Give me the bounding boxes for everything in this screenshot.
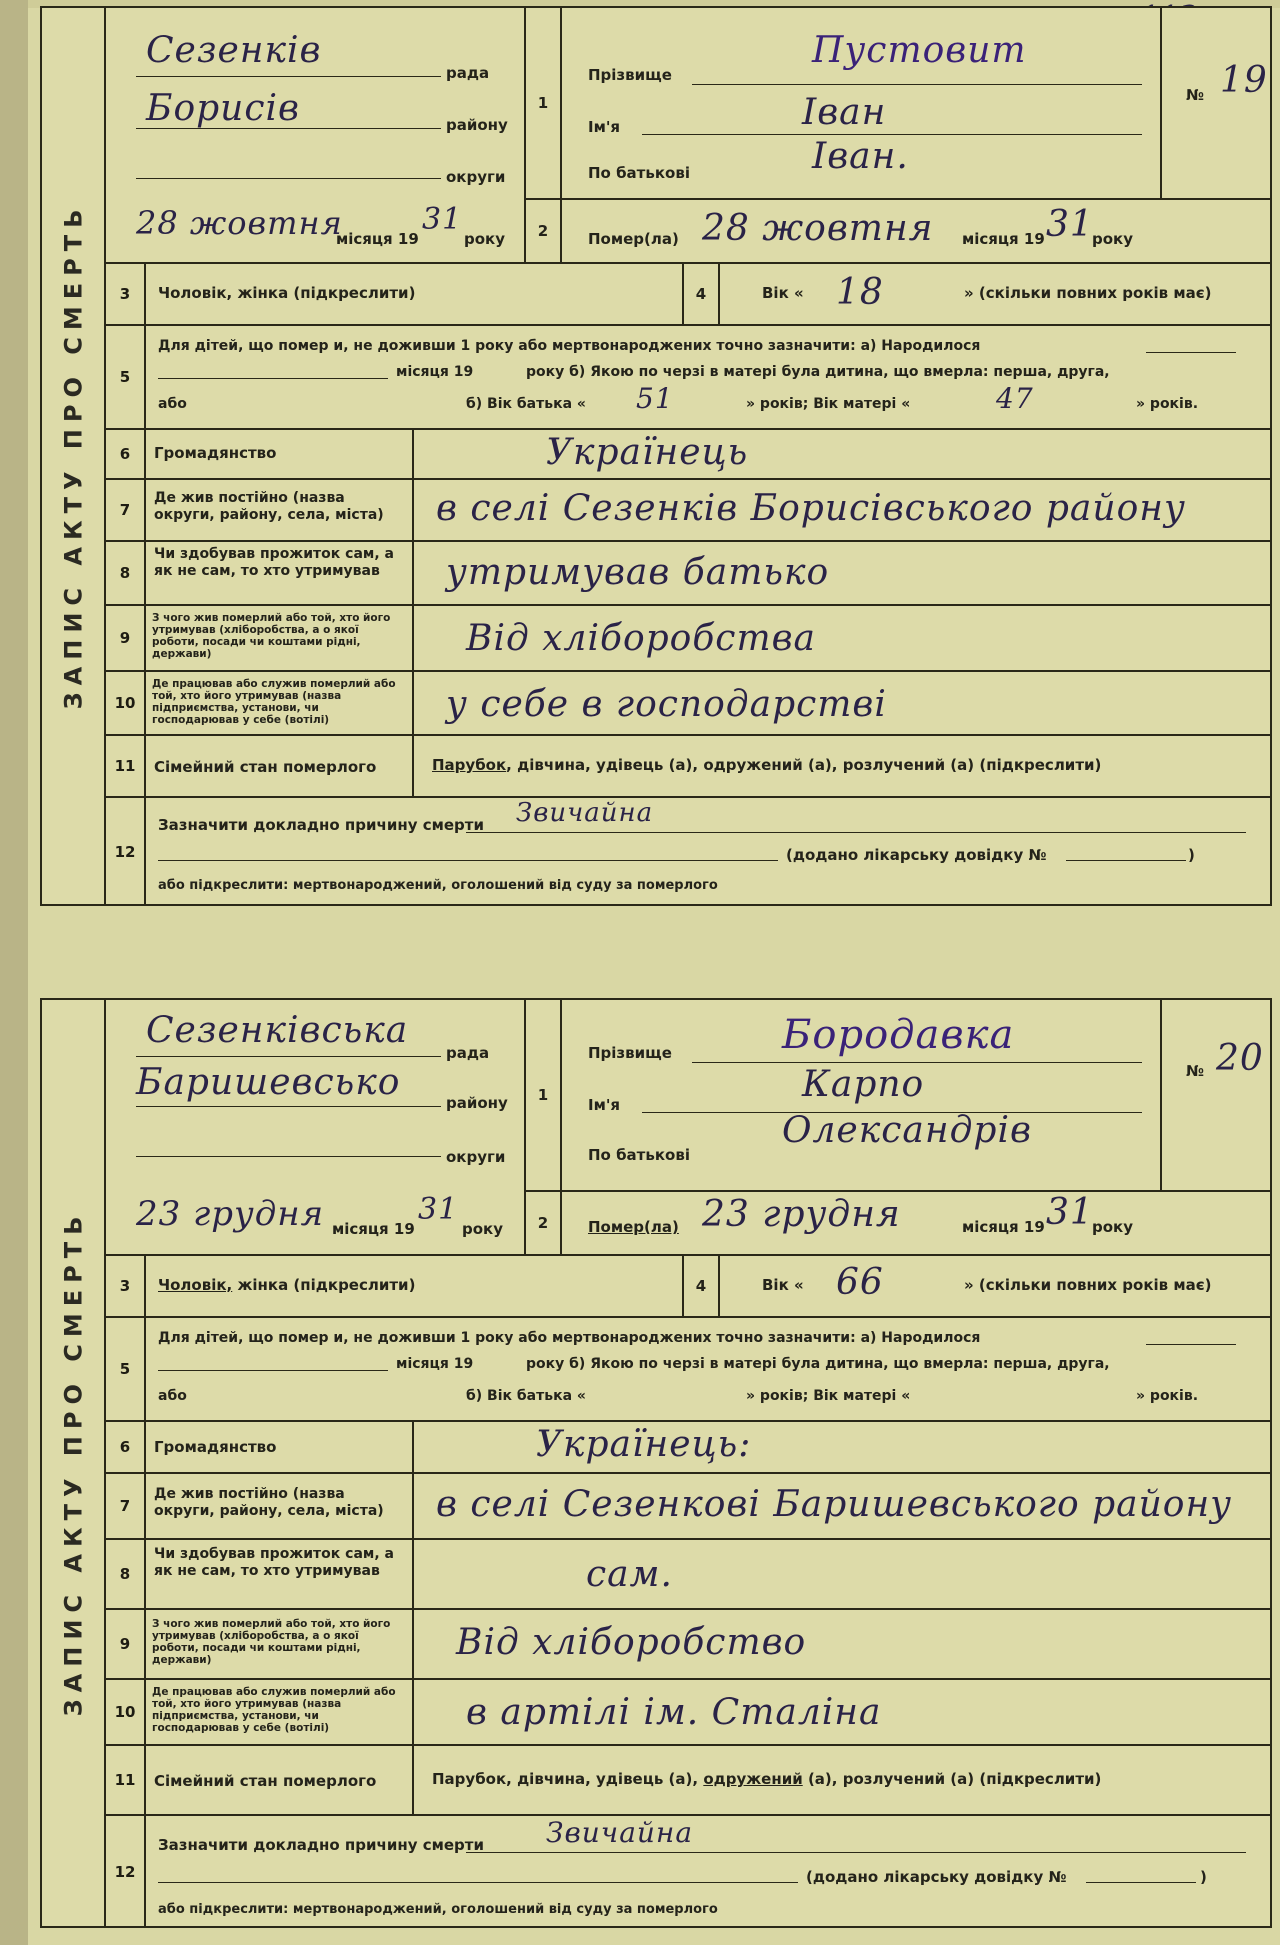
cause-label: Зазначити докладно причину смерти [158, 816, 484, 834]
citizenship-row: 6 Громадянство Українець [106, 430, 1270, 480]
residence-value: в селі Сезенкові Баришевського району [436, 1484, 1233, 1525]
year-label: року [462, 1220, 504, 1238]
cause-row: 12 Зазначити докладно причину смерти Звичайна (додано лікарську довідку № ) або підкреслити: мертвонароджений, оголошений від суду за померлого [106, 1816, 1270, 1928]
marital-options: Парубок, дівчина, удівець (а), одружений (а), розлучений (а) (підкреслити) [432, 756, 1102, 774]
month-label: місяця 19 [332, 1220, 415, 1238]
age-value: 66 [836, 1262, 884, 1303]
row-num-1: 1 [526, 1000, 562, 1190]
citizenship-value: Українець [546, 432, 749, 473]
name-cell [562, 1000, 1162, 1190]
row-num-1: 1 [526, 8, 562, 198]
binding-edge [0, 0, 28, 1945]
name-value: Карпо [802, 1064, 925, 1105]
council-label: рада [446, 1044, 490, 1062]
certificate-label: (додано лікарську довідку № [786, 846, 1047, 864]
death-label: Помер(ла) [588, 1218, 679, 1236]
gender-label: Чоловік, жінка (підкреслити) [158, 1276, 416, 1294]
row-num-2: 2 [526, 1190, 562, 1254]
death-year: 31 [1046, 1192, 1094, 1233]
registration-date: 23 грудня [136, 1194, 325, 1234]
council-label: рада [446, 64, 490, 82]
occupation-value: Від хліборобство [456, 1622, 807, 1663]
number-cell [1162, 8, 1270, 198]
surname-label: Прізвище [588, 1044, 672, 1062]
name-label: Ім'я [588, 118, 621, 136]
gender-age-row: 3 Чоловік, жінка (підкреслити) 4 Вік « 18 » (скільки повних років має) [106, 264, 1270, 326]
death-record-20 [40, 998, 1272, 1928]
residence-label: Де жив постійно (назва округи, району, села, міста) [154, 490, 384, 523]
children-line3c: » років; Вік матері « [746, 396, 911, 412]
age-value: 18 [836, 272, 884, 313]
cause-value: Звичайна [516, 798, 654, 828]
month-label: місяця 19 [336, 230, 419, 248]
children-line1: Для дітей, що помер и, не доживши 1 року або мертвонароджених точно зазначити: а) Народилося [158, 338, 981, 354]
surname-label: Прізвище [588, 66, 672, 84]
cause-value: Звичайна [546, 1816, 694, 1849]
surname-value: Бородавка [782, 1012, 1015, 1058]
age-suffix: » (скільки повних років має) [964, 284, 1212, 302]
row-num-2: 2 [526, 198, 562, 262]
livelihood-value: утримував батько [446, 552, 830, 593]
children-line3d: » років. [1136, 1388, 1199, 1404]
header-block [106, 8, 1270, 264]
work-value: у себе в господарстві [446, 684, 887, 725]
number-cell [1162, 1000, 1270, 1190]
children-row: 5 Для дітей, що помер и, не доживши 1 року або мертвонароджених точно зазначити: а) Народилося місяця 19 року б) Якою по черзі в матері була дитина, що вмерла: перша, друга, або б) Вік батька « » років; Вік матері « » років. [106, 1318, 1270, 1422]
children-line3b: б) Вік батька « [466, 396, 586, 412]
death-label: Помер(ла) [588, 230, 679, 248]
row-num-4: 4 [684, 264, 720, 324]
children-line2b: року б) Якою по черзі в матері була дитина, що вмерла: перша, друга, [526, 1356, 1110, 1372]
marital-row: 11 Сімейний стан померлого Парубок, дівчина, удівець (а), одружений (а), розлучений (а) (підкреслити) [106, 736, 1270, 798]
citizenship-label: Громадянство [154, 444, 277, 462]
occupation-row: 9 З чого жив померлий або той, хто його утримував (хліборобства, а о якої роботи, посади чи коштами рідні, держави) Від хліборобство [106, 1610, 1270, 1680]
stillborn-label: або підкреслити: мертвонароджений, оголошений від суду за померлого [158, 1902, 718, 1917]
marital-label: Сімейний стан померлого [154, 758, 377, 776]
district-label: району [446, 116, 508, 134]
death-month-label: місяця 19 [962, 1218, 1045, 1236]
residence-label: Де жив постійно (назва округи, району, села, міста) [154, 1486, 384, 1519]
livelihood-row: 8 Чи здобував прожиток сам, а як не сам, то хто утримував утримував батько [106, 542, 1270, 606]
father-age: 51 [636, 382, 674, 415]
death-value: 23 грудня [702, 1194, 901, 1235]
district-value: Борисів [146, 88, 300, 129]
marital-options: Парубок, дівчина, удівець (а), одружений (а), розлучений (а) (підкреслити) [432, 1770, 1102, 1788]
death-year: 31 [1046, 204, 1094, 245]
livelihood-row: 8 Чи здобував прожиток сам, а як не сам, то хто утримував сам. [106, 1540, 1270, 1610]
citizenship-label: Громадянство [154, 1438, 277, 1456]
death-record-19 [40, 6, 1272, 906]
children-line3b: б) Вік батька « [466, 1388, 586, 1404]
name-value: Іван [802, 92, 887, 133]
record-side-title: ЗАПИС АКТУ ПРО СМЕРТЬ [42, 8, 106, 904]
livelihood-value: сам. [586, 1554, 673, 1595]
patronymic-value: Олександрів [782, 1110, 1032, 1151]
patronymic-value: Іван. [812, 136, 909, 177]
children-line3a: або [158, 1388, 187, 1404]
number-label: № [1186, 1062, 1205, 1080]
work-row: 10 Де працював або служив померлий або той, хто його утримував (назва підприємства, установи, чи господарював у себе (вотілі) у себе в господарстві [106, 672, 1270, 736]
number-label: № [1186, 86, 1205, 104]
children-line3d: » років. [1136, 396, 1199, 412]
patronymic-label: По батькові [588, 164, 690, 182]
work-value: в артілі ім. Сталіна [466, 1692, 882, 1733]
header-block [106, 1000, 1270, 1256]
registration-year: 31 [418, 1192, 459, 1227]
occupation-label: З чого жив померлий або той, хто його утримував (хліборобства, а о якої роботи, посади чи коштами рідні, держави) [152, 1618, 391, 1666]
marital-row: 11 Сімейний стан померлого Парубок, дівчина, удівець (а), одружений (а), розлучений (а) (підкреслити) [106, 1746, 1270, 1816]
work-row: 10 Де працював або служив померлий або той, хто його утримував (назва підприємства, установи, чи господарював у себе (вотілі) в артілі ім. Сталіна [106, 1680, 1270, 1746]
residence-row: 7 Де жив постійно (назва округи, району, села, міста) в селі Сезенкові Баришевського району [106, 1474, 1270, 1540]
work-label: Де працював або служив померлий або той, хто його утримував (назва підприємства, установи, чи господарював у себе (вотілі) [152, 1686, 396, 1734]
children-line3c: » років; Вік матері « [746, 1388, 911, 1404]
occupation-value: Від хліборобства [466, 618, 817, 659]
children-line1: Для дітей, що помер и, не доживши 1 року або мертвонароджених точно зазначити: а) Народилося [158, 1330, 981, 1346]
district-value: Баришевсько [136, 1062, 401, 1103]
record-number: 20 [1216, 1038, 1264, 1079]
registration-year: 31 [422, 202, 463, 237]
death-year-label: року [1092, 230, 1134, 248]
certificate-label: (додано лікарську довідку № [806, 1868, 1067, 1886]
okrug-label: округи [446, 1148, 506, 1166]
okrug-label: округи [446, 168, 506, 186]
district-label: району [446, 1094, 508, 1112]
occupation-label: З чого жив померлий або той, хто його утримував (хліборобства, а о якої роботи, посади чи коштами рідні, держави) [152, 612, 391, 660]
age-label: Вік « [762, 1276, 804, 1294]
council-value: Сезенків [146, 30, 322, 71]
row-num-4: 4 [684, 1256, 720, 1316]
surname-value: Пустовит [812, 30, 1027, 71]
mother-age: 47 [996, 382, 1034, 415]
residence-value: в селі Сезенків Борисівського району [436, 488, 1186, 529]
cause-row: 12 Зазначити докладно причину смерти Звичайна (додано лікарську довідку № ) або підкреслити: мертвонароджений, оголошений від суду за померлого [106, 798, 1270, 906]
council-value: Сезенківська [146, 1010, 409, 1051]
marital-label: Сімейний стан померлого [154, 1772, 377, 1790]
year-label: року [464, 230, 506, 248]
name-label: Ім'я [588, 1096, 621, 1114]
death-date-cell [562, 1190, 1270, 1254]
livelihood-label: Чи здобував прожиток сам, а як не сам, то хто утримував [154, 546, 394, 579]
livelihood-label: Чи здобував прожиток сам, а як не сам, то хто утримував [154, 1546, 394, 1579]
name-cell [562, 8, 1162, 198]
occupation-row: 9 З чого жив померлий або той, хто його утримував (хліборобства, а о якої роботи, посади чи коштами рідні, держави) Від хліборобства [106, 606, 1270, 672]
registration-date: 28 жовтня [136, 204, 343, 242]
children-line2: місяця 19 [396, 1356, 474, 1372]
cause-label: Зазначити докладно причину смерти [158, 1836, 484, 1854]
children-line3a: або [158, 396, 187, 412]
gender-label: Чоловік, жінка (підкреслити) [158, 284, 416, 302]
children-line2b: року б) Якою по черзі в матері була дитина, що вмерла: перша, друга, [526, 364, 1110, 380]
children-row: 5 Для дітей, що помер и, не доживши 1 року або мертвонароджених точно зазначити: а) Народилося місяця 19 року б) Якою по черзі в матері була дитина, що вмерла: перша, друга, або б) Вік батька « 51 » років; Вік матері « 47 » років. [106, 326, 1270, 430]
stillborn-label: або підкреслити: мертвонароджений, оголошений від суду за померлого [158, 878, 718, 893]
death-date-cell [562, 198, 1270, 262]
work-label: Де працював або служив померлий або той, хто його утримував (назва підприємства, установи, чи господарював у себе (вотілі) [152, 678, 396, 726]
citizenship-row: 6 Громадянство Українець: [106, 1422, 1270, 1474]
children-line2: місяця 19 [396, 364, 474, 380]
citizenship-value: Українець: [536, 1424, 752, 1465]
patronymic-label: По батькові [588, 1146, 690, 1164]
death-year-label: року [1092, 1218, 1134, 1236]
record-number: 19 [1220, 60, 1268, 101]
record-side-title: ЗАПИС АКТУ ПРО СМЕРТЬ [42, 1000, 106, 1926]
gender-age-row: 3 Чоловік, жінка (підкреслити) 4 Вік « 66 » (скільки повних років має) [106, 1256, 1270, 1318]
residence-row: 7 Де жив постійно (назва округи, району, села, міста) в селі Сезенків Борисівського району [106, 480, 1270, 542]
age-suffix: » (скільки повних років має) [964, 1276, 1212, 1294]
age-label: Вік « [762, 284, 804, 302]
death-month-label: місяця 19 [962, 230, 1045, 248]
death-value: 28 жовтня [702, 208, 934, 249]
